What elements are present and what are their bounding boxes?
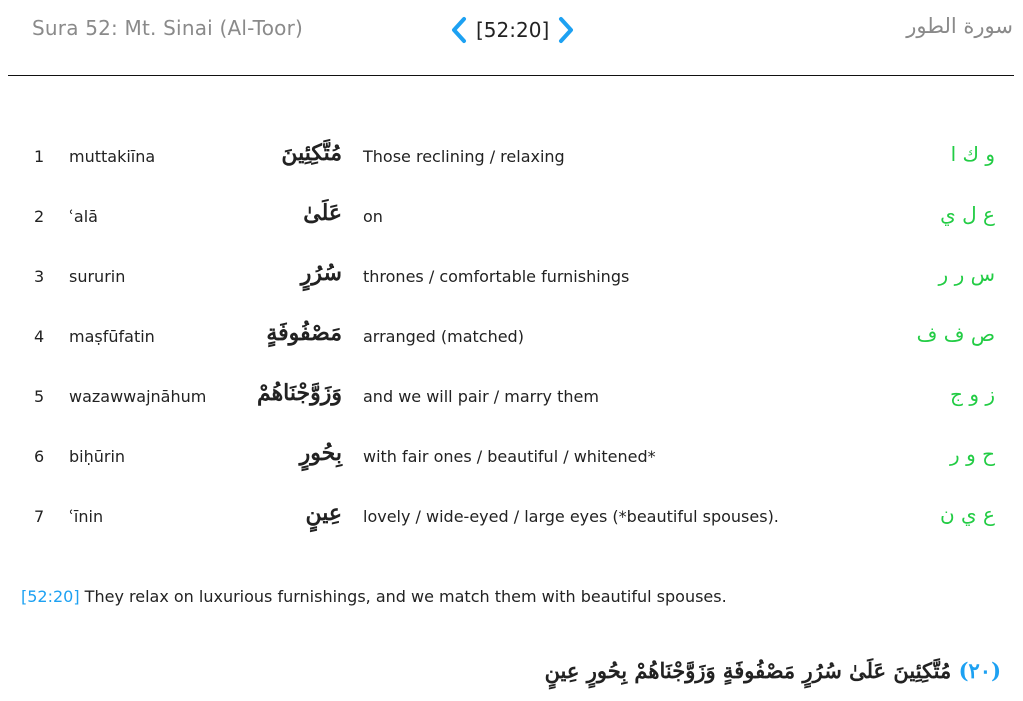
- word-transliteration: wazawwajnāhum: [69, 387, 207, 406]
- word-root-link[interactable]: س ر ر: [938, 262, 995, 286]
- word-number: 1: [34, 147, 45, 166]
- word-arabic: وَزَوَّجْنَاهُمْ: [256, 380, 342, 406]
- word-meaning: Those reclining / relaxing: [363, 147, 565, 166]
- word-meaning: arranged (matched): [363, 327, 524, 346]
- word-row: [0, 188, 1023, 248]
- word-meaning: on: [363, 207, 383, 226]
- word-arabic: بِحُورٍ: [299, 440, 342, 466]
- word-root-link[interactable]: ع ي ن: [940, 502, 995, 526]
- word-row: [0, 248, 1023, 308]
- word-meaning: with fair ones / beautiful / whitened*: [363, 447, 656, 466]
- arabic-verse-number: (٢٠): [958, 658, 1001, 683]
- word-number: 7: [34, 507, 45, 526]
- word-meaning: thrones / comfortable furnishings: [363, 267, 630, 286]
- current-verse-ref: [52:20]: [476, 18, 550, 42]
- word-number: 2: [34, 207, 45, 226]
- chevron-right-icon[interactable]: [555, 15, 577, 45]
- header-divider: [8, 75, 1014, 76]
- word-root-link[interactable]: ص ف ف: [916, 322, 995, 346]
- word-arabic: مُتَّكِئِينَ: [281, 140, 342, 166]
- word-transliteration: ʿīnin: [69, 507, 104, 526]
- word-row: [0, 488, 1023, 548]
- word-meaning: and we will pair / marry them: [363, 387, 599, 406]
- word-arabic: عِينٍ: [305, 500, 342, 526]
- word-row: [0, 128, 1023, 188]
- word-number: 3: [34, 267, 45, 286]
- translation-text: They relax on luxurious furnishings, and we match them with beautiful spouses.: [79, 587, 727, 606]
- translation-verse-ref[interactable]: [52:20]: [21, 587, 80, 606]
- word-transliteration: maṣfūfatin: [69, 327, 155, 346]
- sura-arabic-title: سورة الطور: [906, 14, 1013, 38]
- verse-navigation: [448, 14, 577, 46]
- word-row: [0, 308, 1023, 368]
- word-row: [0, 368, 1023, 428]
- word-root-link[interactable]: ز و ج: [950, 382, 995, 406]
- sura-title: Sura 52: Mt. Sinai (Al-Toor): [32, 16, 304, 40]
- word-by-word-table: [0, 128, 1023, 548]
- word-arabic: سُرُرٍ: [300, 260, 342, 286]
- chevron-left-icon[interactable]: [448, 15, 470, 45]
- verse-translation: [21, 587, 727, 606]
- word-root-link[interactable]: ح و ر: [950, 442, 995, 466]
- word-number: 4: [34, 327, 45, 346]
- word-transliteration: ʿalā: [69, 207, 98, 226]
- header-bar: [0, 0, 1023, 76]
- word-number: 5: [34, 387, 45, 406]
- word-transliteration: sururin: [69, 267, 126, 286]
- word-transliteration: muttakiīna: [69, 147, 156, 166]
- word-root-link[interactable]: ع ل ي: [940, 202, 995, 226]
- word-meaning: lovely / wide-eyed / large eyes (*beautiful spouses).: [363, 507, 779, 526]
- word-transliteration: biḥūrin: [69, 447, 126, 466]
- arabic-verse: [545, 658, 1001, 683]
- word-number: 6: [34, 447, 45, 466]
- word-root-link[interactable]: و ك ا: [950, 142, 995, 166]
- word-row: [0, 428, 1023, 488]
- arabic-verse-text: مُتَّكِئِينَ عَلَىٰ سُرُرٍ مَصْفُوفَةٍ وَزَوَّجْنَاهُمْ بِحُورٍ عِينٍ: [544, 658, 952, 683]
- word-arabic: عَلَىٰ: [303, 200, 342, 226]
- word-arabic: مَصْفُوفَةٍ: [266, 320, 342, 346]
